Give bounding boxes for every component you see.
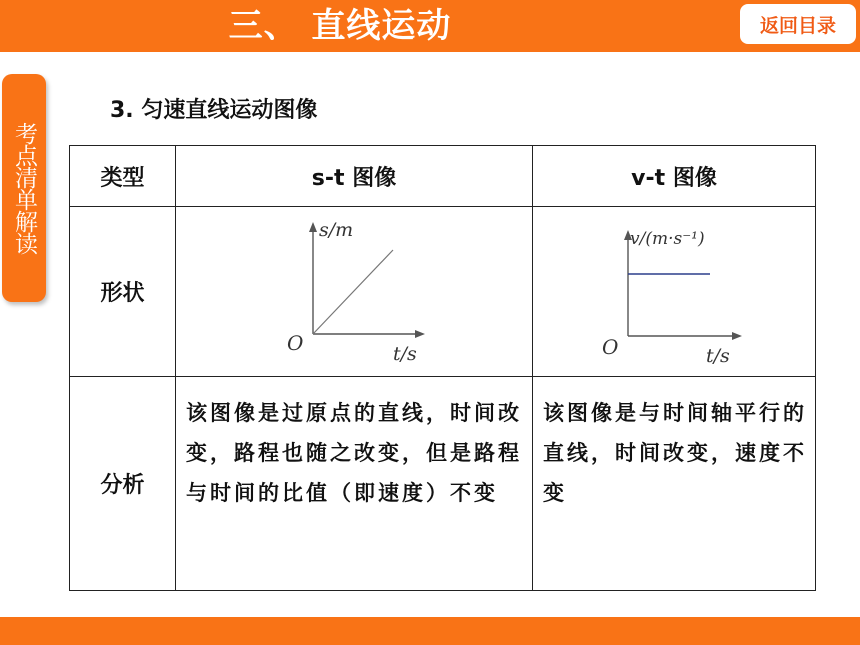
- graph-comparison-table: [69, 145, 816, 591]
- footer-bar: [0, 617, 860, 645]
- vt-x-arrow: [732, 332, 742, 340]
- st-origin-label: O: [287, 330, 304, 355]
- vt-graph: [584, 210, 764, 370]
- back-to-contents-button[interactable]: 返回目录: [740, 4, 856, 44]
- vt-origin-label: O: [602, 334, 619, 359]
- row-label-shape: 形状: [70, 207, 176, 377]
- row-label-analysis: 分析: [70, 377, 176, 591]
- table-header-row: [70, 146, 816, 207]
- st-y-label: s/m: [319, 218, 354, 241]
- table-row-analysis: [70, 377, 816, 591]
- vt-analysis-text: 该图像是与时间轴平行的直线，时间改变，速度不变: [533, 377, 816, 591]
- table-row-shape: [70, 207, 816, 377]
- vt-x-label: t/s: [706, 344, 730, 367]
- st-graph-cell: [176, 207, 533, 377]
- st-analysis-text: 该图像是过原点的直线，时间改变，路程也随之改变，但是路程与时间的比值（即速度）不变: [176, 377, 533, 591]
- column-header-type: 类型: [70, 146, 176, 207]
- column-header-vt: v-t 图像: [533, 146, 816, 207]
- st-line: [313, 250, 393, 334]
- st-x-label: t/s: [393, 342, 417, 365]
- side-tab-label: 考点清单解读: [11, 122, 37, 254]
- st-x-arrow: [415, 330, 425, 338]
- side-tab[interactable]: [2, 74, 46, 302]
- column-header-st: s-t 图像: [176, 146, 533, 207]
- section-heading: 3. 匀速直线运动图像: [110, 98, 318, 123]
- st-graph: [269, 210, 439, 370]
- vt-y-label: v/(m·s⁻¹): [630, 228, 705, 249]
- page-title: 三、 直线运动: [228, 6, 452, 46]
- vt-graph-cell: [533, 207, 816, 377]
- st-y-arrow: [309, 222, 317, 232]
